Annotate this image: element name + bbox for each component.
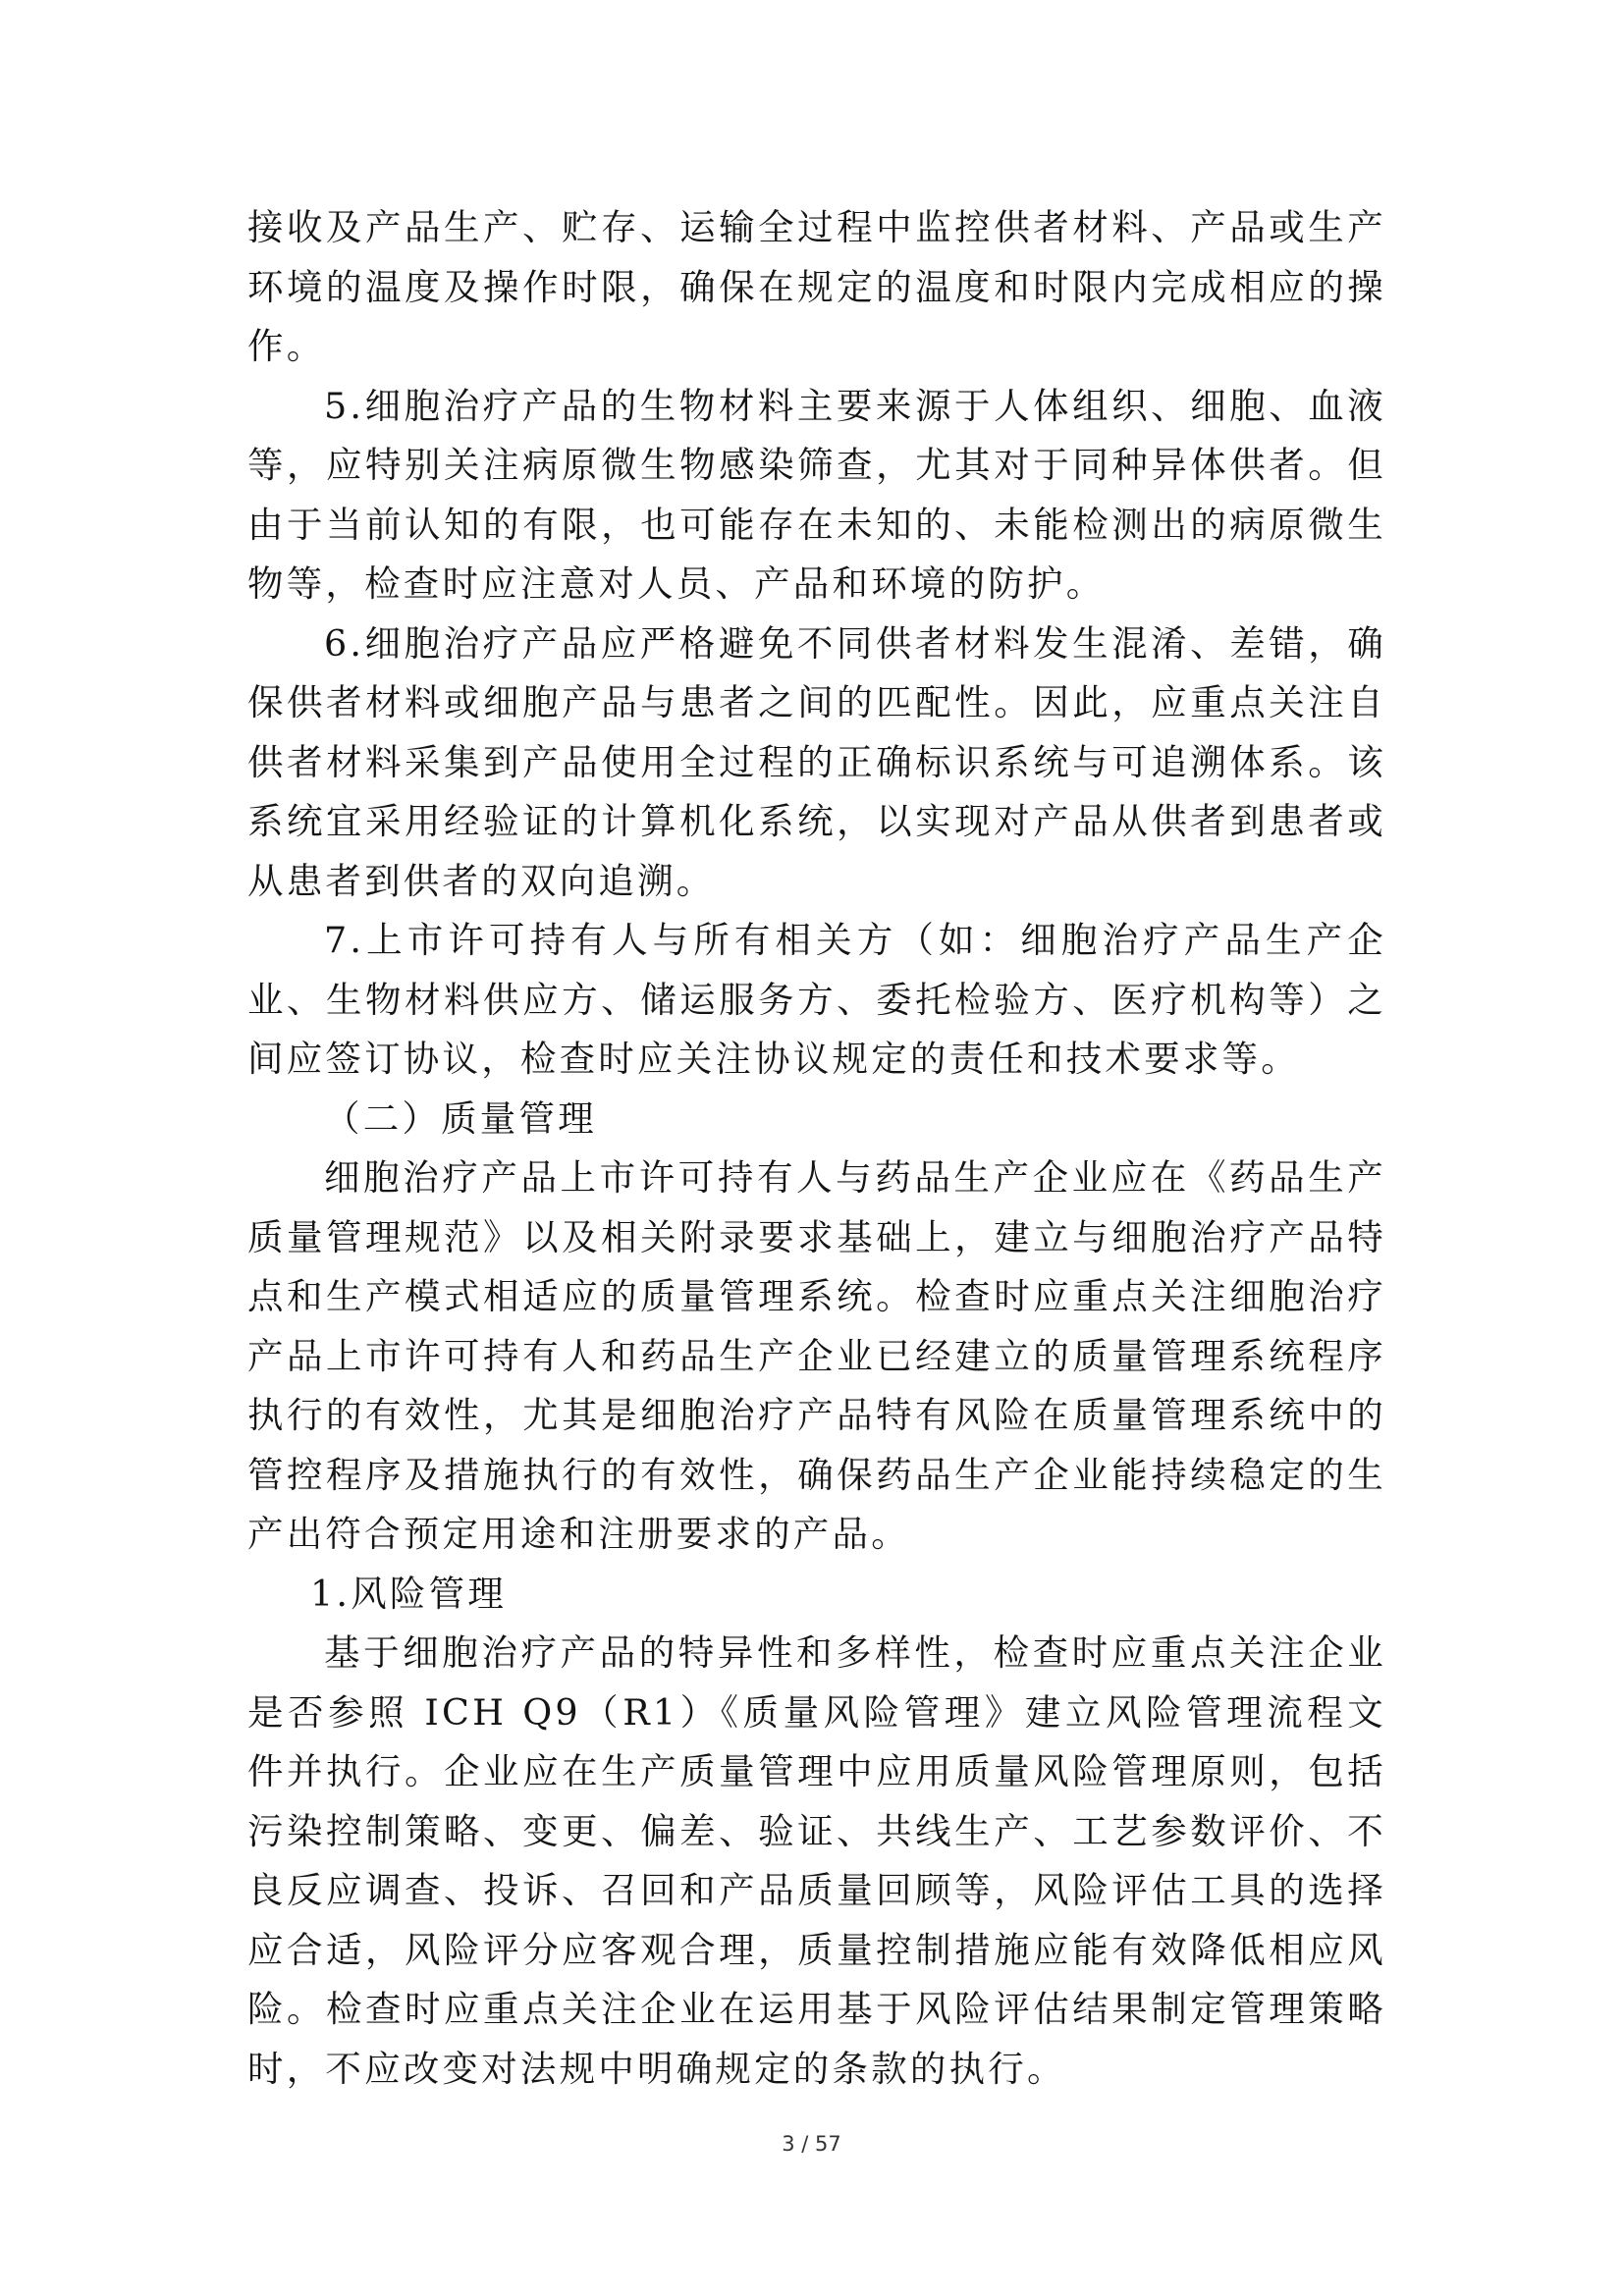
risk-management-paragraph: 基于细胞治疗产品的特异性和多样性，检查时应重点关注企业是否参照 ICH Q9（R1）《质量风险管理》建立风险管理流程文件并执行。企业应在生产质量管理中应用质量风险管理原则，包括污染控制策略、变更、偏差、验证、共线生产、工艺参数评价、不良反应调查、投诉、召回和产品质量回顾等，风险评估工具的选择应合适，风险评分应客观合理，质量控制措施应能有效降低相应风险。检查时应重点关注企业在运用基于风险评估结果制定管理策略时，不应改变对法规中明确规定的条款的执行。 xyxy=(247,1631,1386,2090)
item-7-paragraph: 7.上市许可持有人与所有相关方（如：细胞治疗产品生产企业、生物材料供应方、储运服务方、委托检验方、医疗机构等）之间应签订协议，检查时应关注协议规定的责任和技术要求等。 xyxy=(247,919,1386,1080)
section-heading-quality-management: （二）质量管理 xyxy=(324,1096,597,1140)
subsection-heading-risk-management: 1.风险管理 xyxy=(310,1572,508,1615)
document-body xyxy=(247,198,1386,2099)
quality-management-paragraph: 细胞治疗产品上市许可持有人与药品生产企业应在《药品生产质量管理规范》以及相关附录要求基础上，建立与细胞治疗产品特点和生产模式相适应的质量管理系统。检查时应重点关注细胞治疗产品上市许可持有人和药品生产企业已经建立的质量管理系统程序执行的有效性，尤其是细胞治疗产品特有风险在质量管理系统中的管控程序及措施执行的有效性，确保药品生产企业能持续稳定的生产出符合预定用途和注册要求的产品。 xyxy=(247,1156,1386,1555)
item-5-paragraph: 5.细胞治疗产品的生物材料主要来源于人体组织、细胞、血液等，应特别关注病原微生物感染筛查，尤其对于同种异体供者。但由于当前认知的有限，也可能存在未知的、未能检测出的病原微生物等，检查时应注意对人员、产品和环境的防护。 xyxy=(247,384,1386,605)
continued-paragraph: 接收及产品生产、贮存、运输全过程中监控供者材料、产品或生产环境的温度及操作时限，确保在规定的温度和时限内完成相应的操作。 xyxy=(247,206,1386,367)
page-number: 3 / 57 xyxy=(782,2132,841,2156)
item-6-paragraph: 6.细胞治疗产品应严格避免不同供者材料发生混淆、差错，确保供者材料或细胞产品与患者之间的匹配性。因此，应重点关注自供者材料采集到产品使用全过程的正确标识系统与可追溯体系。该系统宜采用经验证的计算机化系统，以实现对产品从供者到患者或从患者到供者的双向追溯。 xyxy=(247,621,1386,902)
